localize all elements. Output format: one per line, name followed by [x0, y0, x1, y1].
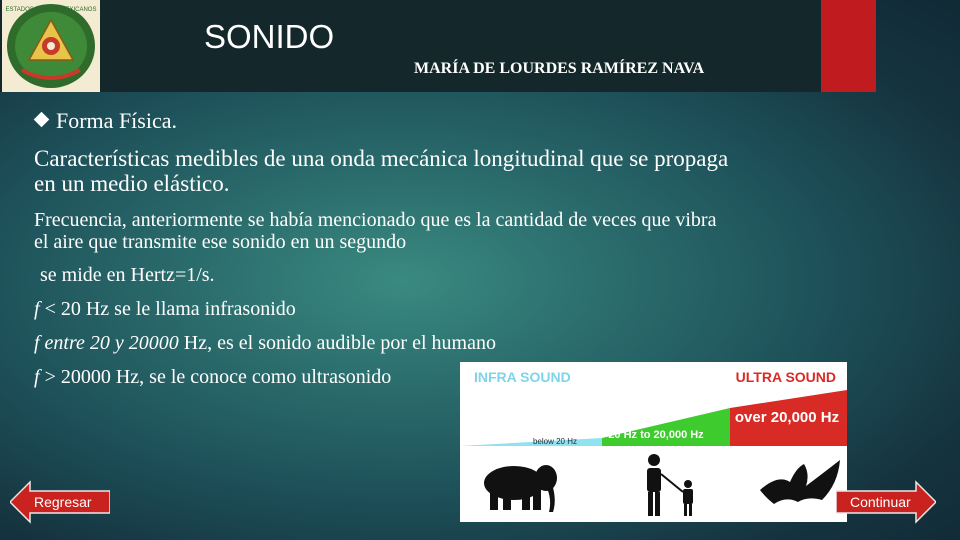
unit-text: se mide en Hertz=1/s. [40, 264, 215, 286]
diamond-bullet-icon [34, 112, 50, 128]
audible-range-label: 20 Hz to 20,000 Hz [608, 429, 704, 441]
back-button-label: Regresar [34, 494, 92, 510]
infra-sound-title: INFRA SOUND [474, 369, 571, 385]
ultrasound-line [34, 366, 391, 389]
page-title: SONIDO [204, 18, 335, 55]
over-20000hz-label: over 20,000 Hz [734, 409, 840, 426]
next-button[interactable] [836, 480, 936, 524]
sound-spectrum-graphic [460, 362, 847, 522]
infra-band [460, 438, 602, 446]
audible-text: Hz, es el sonido audible por el humano [178, 332, 496, 354]
svg-text:ESTADOS UNIDOS MEXICANOS: ESTADOS UNIDOS MEXICANOS [5, 7, 97, 13]
infrasound-line [34, 298, 296, 321]
below-20hz-label: below 20 Hz [532, 437, 578, 446]
audible-variable: f entre 20 y 20000 [34, 332, 179, 354]
accent-bar [821, 0, 876, 92]
bat-icon [760, 460, 840, 504]
people-icon [647, 454, 693, 516]
ultra-text: > 20000 Hz, se le conoce como ultrasonido [39, 366, 392, 388]
back-button[interactable] [10, 480, 110, 524]
infra-variable: f [34, 298, 40, 320]
audible-line [34, 332, 496, 355]
definition-text: Características medibles de una onda mecánica longitudinal que se propaga en un medio elástico. [34, 146, 729, 196]
bullet-heading [36, 108, 177, 134]
next-button-label: Continuar [850, 494, 911, 510]
bullet-text: Forma Física. [56, 108, 177, 133]
author-name: MARÍA DE LOURDES RAMÍREZ NAVA [414, 60, 705, 77]
frequency-text: Frecuencia, anteriormente se había mencionado que es la cantidad de veces que vibra el aire que transmite ese sonido en un segundo [34, 209, 717, 253]
elephant-icon [484, 465, 557, 512]
sound-spectrum-figure [460, 362, 847, 522]
coat-of-arms-logo [2, 0, 100, 92]
ultra-variable: f [34, 366, 40, 388]
infra-text: < 20 Hz se le llama infrasonido [39, 298, 296, 320]
header-bar [0, 0, 876, 92]
ultra-sound-title: ULTRA SOUND [735, 369, 836, 385]
